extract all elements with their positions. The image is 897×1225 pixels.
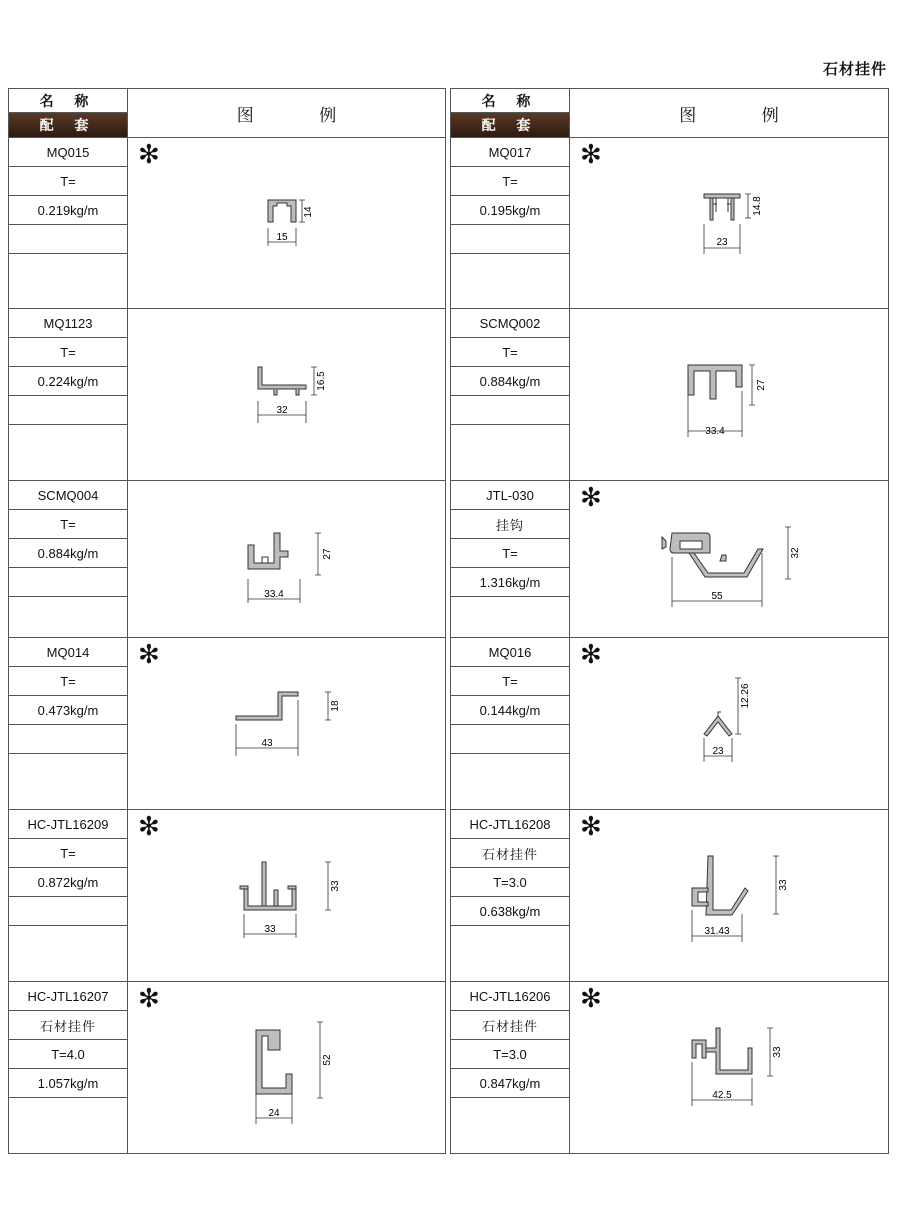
table-row	[9, 638, 445, 810]
asterisk-icon: ✻	[580, 640, 602, 670]
product-code: MQ017	[451, 138, 569, 167]
asterisk-icon: ✻	[580, 140, 602, 170]
dimension-width: 31.43	[704, 926, 730, 937]
profile-drawing	[570, 810, 888, 981]
table-row	[9, 309, 445, 481]
figure-header: 图 例	[679, 105, 809, 126]
page-title: 石材挂件	[822, 60, 887, 78]
empty-cell	[451, 597, 569, 637]
profile-drawing	[128, 982, 445, 1153]
empty-cell	[9, 425, 127, 480]
profile-diagram	[570, 810, 888, 981]
product-code: JTL-030	[451, 481, 569, 510]
product-code: HC-JTL16209	[9, 810, 127, 839]
empty-cell	[9, 597, 127, 637]
weight: 0.473kg/m	[9, 696, 127, 725]
empty-cell	[451, 1098, 569, 1153]
match-header: 配 套	[9, 113, 127, 137]
name-header: 名 称	[451, 89, 569, 113]
product-type: 挂钩	[451, 510, 569, 539]
profile-diagram	[128, 982, 446, 1153]
thickness: T=	[9, 167, 127, 196]
empty-cell	[9, 1098, 127, 1153]
dimension-width: 33	[264, 924, 276, 935]
dimension-height: 32	[790, 547, 801, 559]
profile-diagram	[128, 638, 446, 809]
product-code: HC-JTL16207	[9, 982, 127, 1011]
thickness: T=	[451, 667, 569, 696]
profile-diagram	[570, 982, 888, 1153]
dimension-width: 23	[712, 746, 724, 757]
extra-cell	[9, 225, 127, 254]
empty-cell	[9, 254, 127, 308]
dimension-height: 33	[778, 879, 789, 891]
profile-drawing	[570, 481, 888, 637]
dimension-height: 27	[756, 379, 767, 391]
asterisk-icon: ✻	[138, 640, 160, 670]
match-header: 配 套	[451, 113, 569, 137]
product-code: HC-JTL16206	[451, 982, 569, 1011]
empty-cell	[451, 254, 569, 308]
thickness: T=	[451, 167, 569, 196]
dimension-width: 42.5	[712, 1090, 732, 1101]
asterisk-icon: ✻	[580, 483, 602, 513]
profile-drawing	[128, 138, 445, 308]
product-code: MQ014	[9, 638, 127, 667]
thickness: T=	[451, 338, 569, 367]
profile-drawing	[128, 638, 445, 809]
weight: 1.316kg/m	[451, 568, 569, 597]
dimension-height: 33	[330, 880, 341, 892]
thickness: T=	[9, 839, 127, 868]
table-header	[9, 89, 445, 138]
extra-cell	[9, 568, 127, 597]
profile-drawing	[570, 638, 888, 809]
left-table	[8, 88, 446, 1154]
table-row	[451, 638, 888, 810]
empty-cell	[451, 754, 569, 809]
profile-diagram	[570, 309, 888, 480]
weight: 1.057kg/m	[9, 1069, 127, 1098]
thickness: T=	[9, 510, 127, 539]
profile-diagram	[128, 481, 446, 637]
table-row	[451, 309, 888, 481]
dimension-width: 33.4	[264, 589, 284, 600]
figure-header: 图 例	[236, 105, 367, 126]
empty-cell	[451, 926, 569, 981]
dimension-height: 14	[303, 206, 314, 218]
dimension-width: 32	[276, 405, 288, 416]
weight: 0.884kg/m	[451, 367, 569, 396]
profile-drawing	[570, 982, 888, 1153]
dimension-height: 52	[322, 1054, 333, 1066]
product-code: SCMQ002	[451, 309, 569, 338]
thickness: T=3.0	[451, 868, 569, 897]
product-code: SCMQ004	[9, 481, 127, 510]
thickness: T=	[451, 539, 569, 568]
table-row	[9, 810, 445, 982]
dimension-width: 55	[711, 591, 723, 602]
product-type: 石材挂件	[9, 1011, 127, 1040]
dimension-width: 24	[268, 1108, 280, 1119]
dimension-height: 33	[772, 1046, 783, 1058]
empty-cell	[9, 754, 127, 809]
product-code: HC-JTL16208	[451, 810, 569, 839]
extra-cell	[9, 897, 127, 926]
table-row	[9, 982, 445, 1153]
thickness: T=	[9, 667, 127, 696]
profile-drawing	[570, 309, 888, 480]
name-header: 名 称	[9, 89, 127, 113]
table-row	[451, 810, 888, 982]
weight: 0.224kg/m	[9, 367, 127, 396]
table-row	[451, 481, 888, 638]
product-code: MQ016	[451, 638, 569, 667]
asterisk-icon: ✻	[138, 984, 160, 1014]
dimension-height: 27	[322, 548, 333, 560]
profile-diagram	[570, 481, 888, 637]
weight: 0.638kg/m	[451, 897, 569, 926]
dimension-height: 12.26	[740, 683, 751, 709]
thickness: T=	[9, 338, 127, 367]
product-type: 石材挂件	[451, 1011, 569, 1040]
weight: 0.847kg/m	[451, 1069, 569, 1098]
dimension-height: 14.8	[752, 196, 763, 216]
profile-diagram	[128, 309, 446, 480]
profile-diagram	[570, 138, 888, 308]
right-table	[450, 88, 889, 1154]
table-row	[451, 138, 888, 309]
product-type: 石材挂件	[451, 839, 569, 868]
table-row	[9, 138, 445, 309]
extra-cell	[451, 225, 569, 254]
dimension-width: 33.4	[705, 426, 725, 437]
asterisk-icon: ✻	[580, 812, 602, 842]
profile-drawing	[128, 309, 445, 480]
weight: 0.144kg/m	[451, 696, 569, 725]
profile-drawing	[570, 138, 888, 308]
table-row	[451, 982, 888, 1153]
thickness: T=3.0	[451, 1040, 569, 1069]
weight: 0.195kg/m	[451, 196, 569, 225]
table-header	[451, 89, 888, 138]
weight: 0.219kg/m	[9, 196, 127, 225]
extra-cell	[9, 396, 127, 425]
dimension-width: 15	[276, 232, 288, 243]
profile-drawing	[128, 810, 445, 981]
weight: 0.884kg/m	[9, 539, 127, 568]
profile-diagram	[570, 638, 888, 809]
product-code: MQ015	[9, 138, 127, 167]
profile-diagram	[128, 810, 446, 981]
product-code: MQ1123	[9, 309, 127, 338]
profile-diagram	[128, 138, 446, 308]
empty-cell	[451, 425, 569, 480]
profile-drawing	[128, 481, 445, 637]
dimension-height: 16.5	[316, 371, 327, 391]
extra-cell	[451, 396, 569, 425]
asterisk-icon: ✻	[580, 984, 602, 1014]
asterisk-icon: ✻	[138, 812, 160, 842]
dimension-height: 18	[330, 700, 341, 712]
empty-cell	[9, 926, 127, 981]
table-row	[9, 481, 445, 638]
dimension-width: 43	[261, 738, 273, 749]
extra-cell	[451, 725, 569, 754]
asterisk-icon: ✻	[138, 140, 160, 170]
extra-cell	[9, 725, 127, 754]
dimension-width: 23	[716, 237, 728, 248]
thickness: T=4.0	[9, 1040, 127, 1069]
weight: 0.872kg/m	[9, 868, 127, 897]
